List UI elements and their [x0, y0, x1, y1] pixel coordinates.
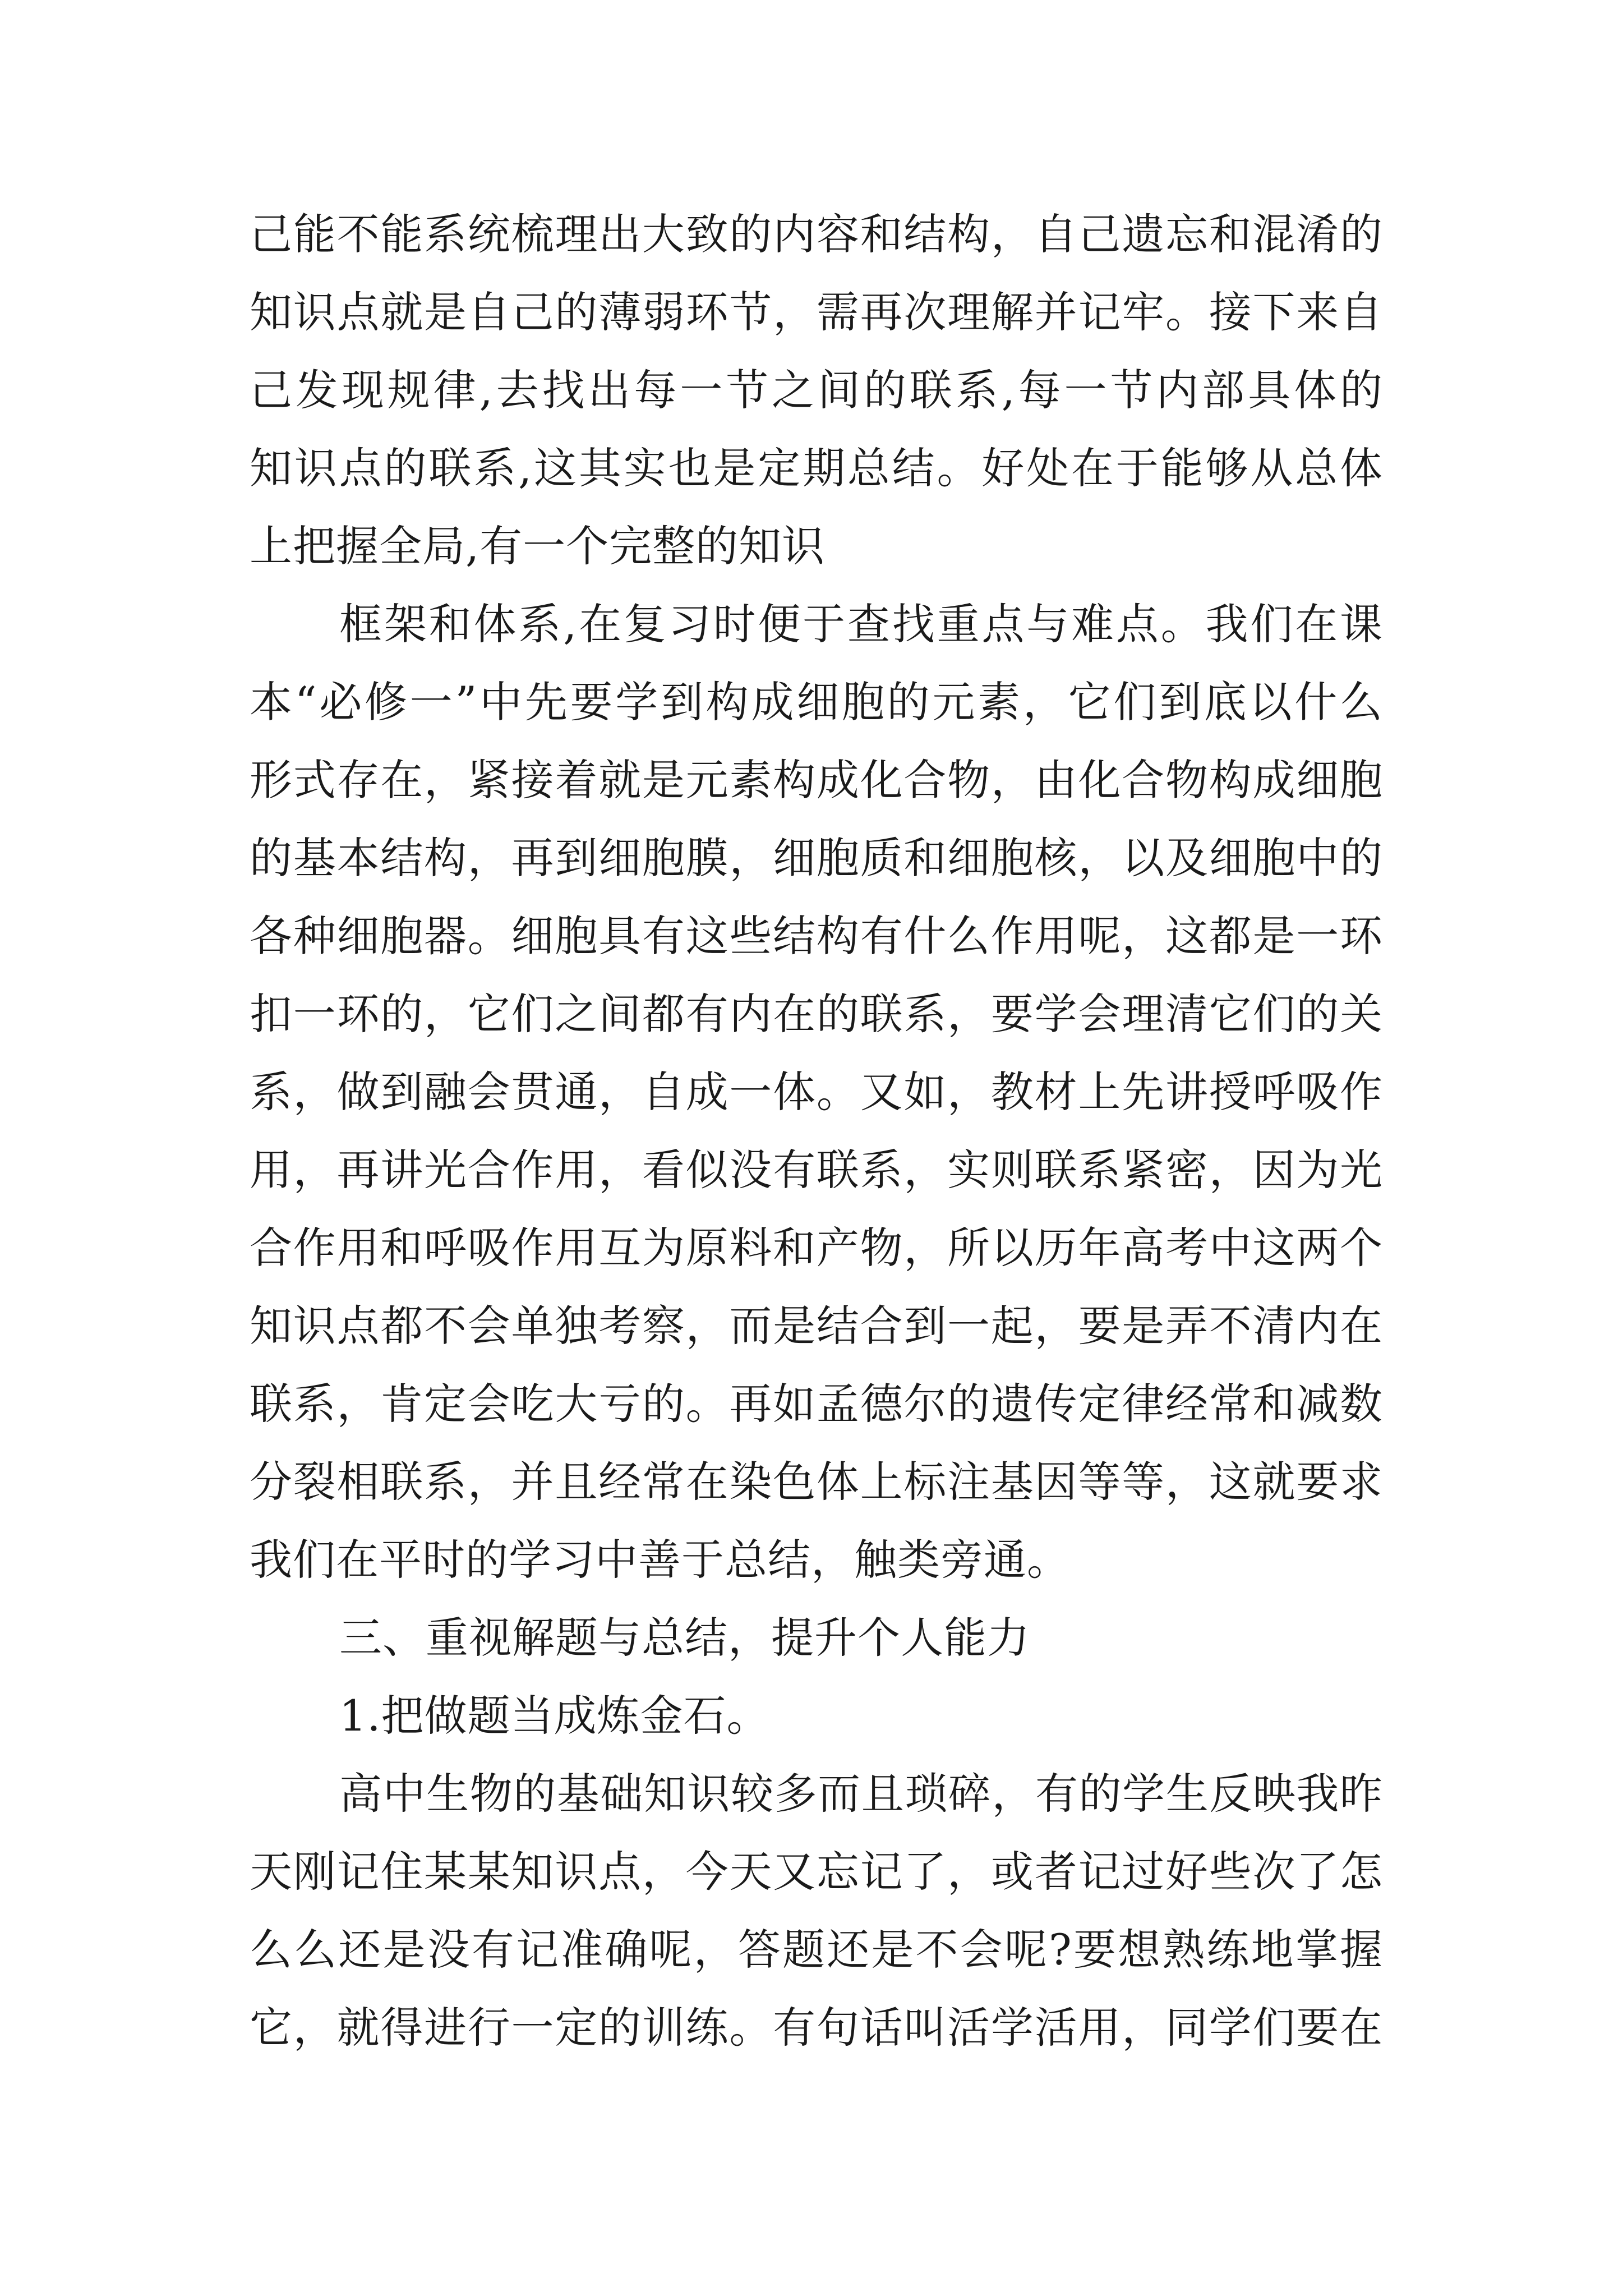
text-line: 它，就得进行一定的训练。有句话叫活学活用，同学们要在 — [250, 2003, 1382, 2053]
text-line: 各种细胞器。细胞具有这些结构有什么作用呢，这都是一环 — [250, 911, 1382, 961]
text-line: 合作用和呼吸作用互为原料和产物，所以历年高考中这两个 — [250, 1223, 1382, 1273]
text-line: 知识点的联系,这其实也是定期总结。好处在于能够从总体 — [250, 443, 1382, 493]
paragraph-first-line: 高中生物的基础知识较多而且琐碎，有的学生反映我昨 — [339, 1769, 1382, 1819]
text-line: 知识点就是自己的薄弱环节，需再次理解并记牢。接下来自 — [250, 287, 1382, 337]
text-line: 我们在平时的学习中善于总结，触类旁通。 — [250, 1535, 1070, 1585]
text-line: 扣一环的，它们之间都有内在的联系，要学会理清它们的关 — [250, 989, 1382, 1039]
text-line: 么么还是没有记准确呢，答题还是不会呢?要想熟练地掌握 — [250, 1925, 1382, 1975]
text-line: 的基本结构，再到细胞膜，细胞质和细胞核，以及细胞中的 — [250, 833, 1382, 883]
text-line: 系，做到融会贯通，自成一体。又如，教材上先讲授呼吸作 — [250, 1067, 1382, 1117]
text-line: 上把握全局,有一个完整的知识 — [250, 521, 826, 571]
section-heading: 三、重视解题与总结，提升个人能力 — [339, 1613, 1030, 1663]
text-line: 用，再讲光合作用，看似没有联系，实则联系紧密，因为光 — [250, 1145, 1382, 1195]
text-line: 形式存在，紧接着就是元素构成化合物，由化合物构成细胞 — [250, 755, 1382, 805]
text-line: 知识点都不会单独考察，而是结合到一起，要是弄不清内在 — [250, 1301, 1382, 1351]
subsection-heading: 1.把做题当成炼金石。 — [339, 1691, 770, 1741]
text-line: 联系，肯定会吃大亏的。再如孟德尔的遗传定律经常和减数 — [250, 1379, 1382, 1429]
text-line: 己能不能系统梳理出大致的内容和结构，自己遗忘和混淆的 — [250, 209, 1382, 259]
text-line: 天刚记住某某知识点，今天又忘记了，或者记过好些次了怎 — [250, 1847, 1382, 1897]
text-line: 分裂相联系，并且经常在染色体上标注基因等等，这就要求 — [250, 1457, 1382, 1507]
paragraph-first-line: 框架和体系,在复习时便于查找重点与难点。我们在课 — [339, 599, 1382, 649]
text-line: 己发现规律,去找出每一节之间的联系,每一节内部具体的 — [250, 365, 1382, 415]
text-line: 本“必修一”中先要学到构成细胞的元素，它们到底以什么 — [250, 677, 1382, 727]
